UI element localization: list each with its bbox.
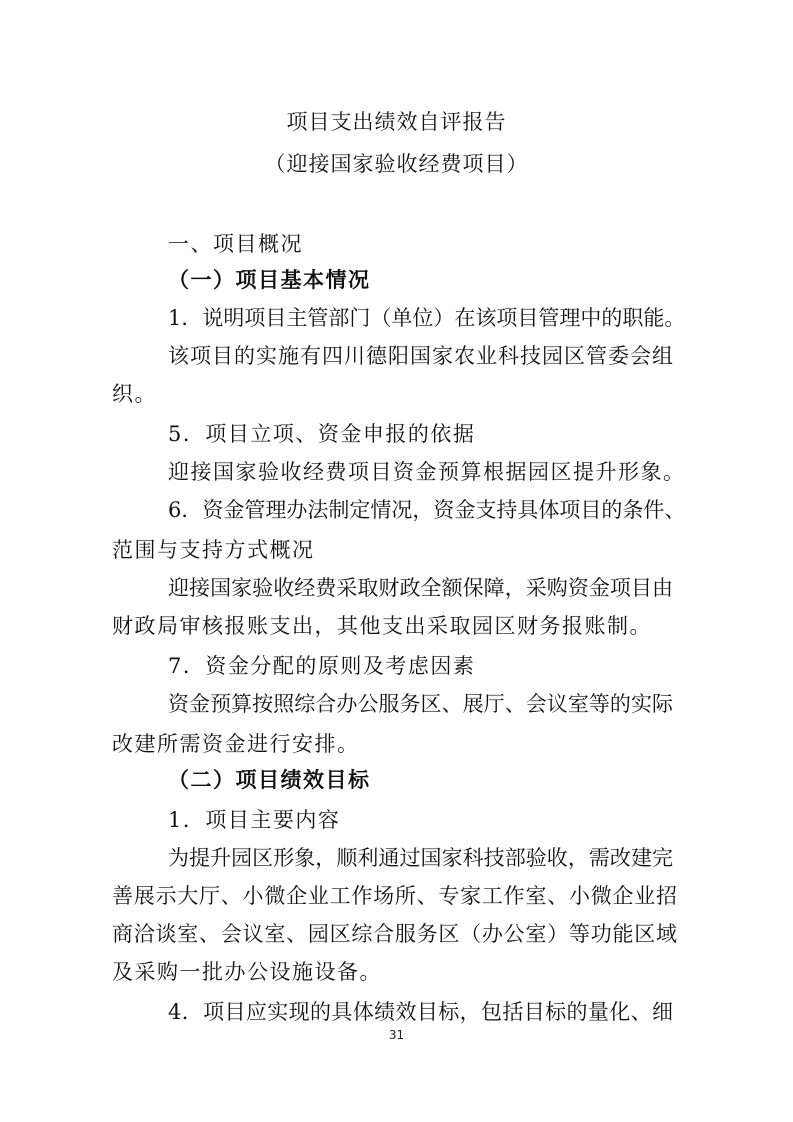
item-6-body-line2: 财政局审核报账支出，其他支出采取园区财务报账制。 [112,614,652,638]
item-1-body-line2: 织。 [112,382,157,406]
subsection-heading-performance-goals: （二）项目绩效目标 [168,768,371,792]
goal-1-body-line2: 善展示大厅、小微企业工作场所、专家工作室、小微企业招 [112,884,677,908]
item-7-heading: 7．资金分配的原则及考虑因素 [168,654,476,678]
item-6-heading-line1: 6．资金管理办法制定情况，资金支持具体项目的条件、 [168,498,686,522]
report-subtitle: （迎接国家验收经费项目） [264,152,529,176]
goal-4-heading: 4．项目应实现的具体绩效目标，包括目标的量化、细 [168,1000,673,1024]
subsection-heading-basic-info: （一）项目基本情况 [168,268,371,292]
section-heading-project-overview: 一、项目概况 [168,232,303,256]
item-7-body-line1: 资金预算按照综合办公服务区、展厅、会议室等的实际 [168,692,673,716]
page-number: 31 [388,1028,405,1042]
item-1-body-line1: 该项目的实施有四川德阳国家农业科技园区管委会组 [168,344,673,368]
item-5-body: 迎接国家验收经费项目资金预算根据园区提升形象。 [168,460,686,484]
item-6-heading-line2: 范围与支持方式概况 [112,538,315,562]
item-7-body-line2: 改建所需资金进行安排。 [112,732,360,756]
item-6-body-line1: 迎接国家验收经费采取财政全额保障，采购资金项目由 [168,576,673,600]
goal-1-heading: 1．项目主要内容 [168,808,341,832]
report-title: 项目支出绩效自评报告 [286,110,507,134]
item-5-heading: 5．项目立项、资金申报的依据 [168,422,476,446]
goal-1-body-line3: 商洽谈室、会议室、园区综合服务区（办公室）等功能区域 [112,922,677,946]
goal-1-body-line1: 为提升园区形象，顺利通过国家科技部验收，需改建完 [168,846,673,870]
goal-1-body-line4: 及采购一批办公设施设备。 [112,960,382,984]
item-1-heading: 1．说明项目主管部门（单位）在该项目管理中的职能。 [168,306,686,330]
